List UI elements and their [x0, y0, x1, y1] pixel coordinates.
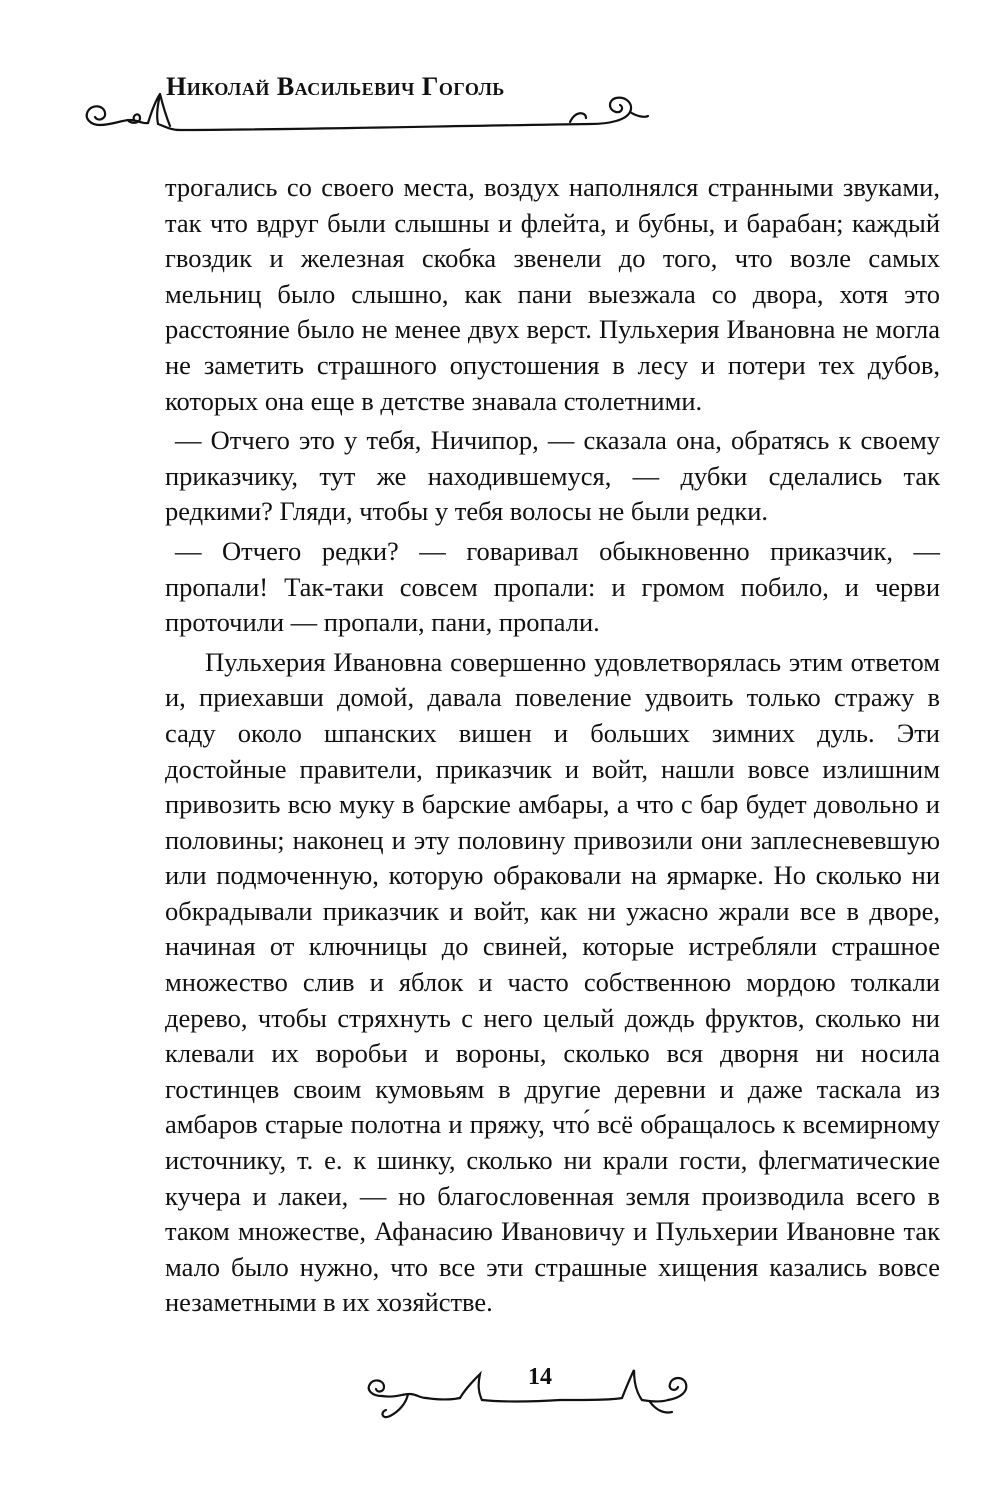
running-header	[70, 62, 670, 142]
paragraph: трогались со своего места, воздух наполнялся странными звуками, так что вдруг были слышны и флейта, и бубны, и барабан; каждый гвоздик и железная скобка звенели до того, что возле самых мельниц было слышно, как пани выезжала со двора, хотя это расстояние было не менее двух верст. Пульхерия Ивановна не могла не заметить страшного опустошения в лесу и потери тех дубов, которых она еще в детстве знавала столетними.	[165, 172, 940, 416]
body-text	[165, 170, 940, 1321]
page-number: 14	[528, 1364, 552, 1390]
paragraph: — Отчего редки? — говаривал обыкновенно приказчик, — пропали! Так-таки совсем пропали: и громом побило, и черви проточили — пропали, пани, пропали.	[165, 535, 940, 638]
paragraph: — Отчего это у тебя, Ничипор, — сказала она, обратясь к своему приказчику, тут же находившемуся, — дубки сделались так редкими? Гляди, чтобы у тебя волосы не были редки.	[165, 425, 940, 527]
page-footer	[350, 1360, 710, 1450]
author-name: Николай Васильевич Гоголь	[166, 72, 505, 101]
paragraph: Пульхерия Ивановна совершенно удовлетворялась этим ответом и, приехавши домой, давала повеление удвоить только стражу в саду около шпанских вишен и больших зимних дуль. Эти достойные правители, приказчик и войт, нашли вовсе излишним привозить всю муку в барские амбары, а что с бар будет довольно и половины; наконец и эту половину привозили они заплесневевшую или подмоченную, которую обраковали на ярмарке. Но сколько ни обкрадывали приказчик и войт, как ни ужасно жрали все в дворе, начиная от ключницы до свиней, которые истребляли страшное множество слив и яблок и часто собственною мордою толкали дерево, чтобы стряхнуть с него целый дождь фруктов, сколько ни клевали их воробьи и вороны, сколько вся дворня ни носила гостинцев своим кумовьям в другие деревни и даже таскала из амбаров старые полотна и пряжу, что́ всё обращалось к всемирному источнику, т. е. к шинку, сколько ни крали гости, флегматические кучера и лакеи, — но благословенная земля производила всего в таком множестве, Афанасию Ивановичу и Пульхерии Ивановне так мало было нужно, что все эти страшные хищения казались вовсе незаметными в их хозяйстве.	[165, 646, 940, 1318]
